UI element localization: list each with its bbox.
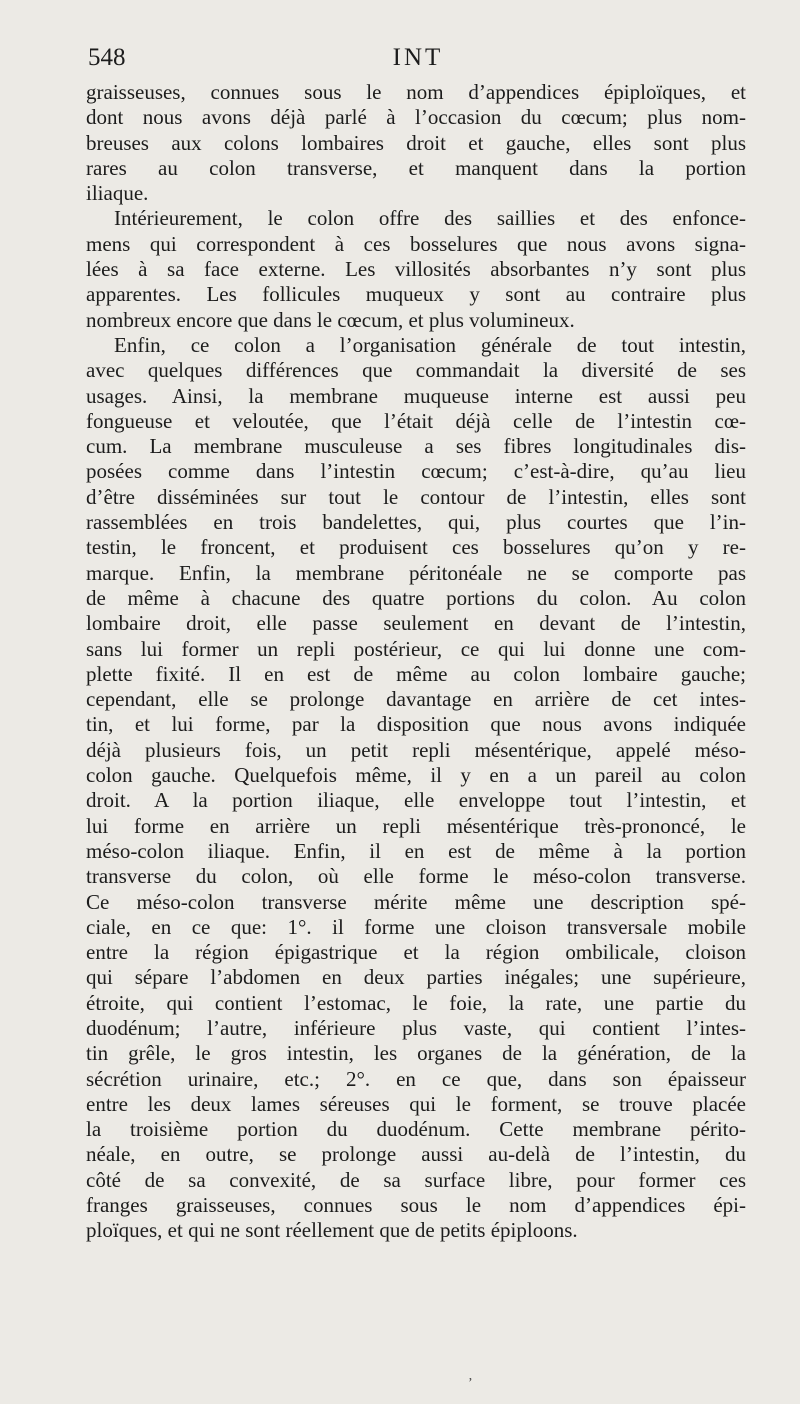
text-line: rares au colon transverse, et manquent dans la portion xyxy=(86,155,746,180)
text-line: lui forme en arrière un repli mésentérique très-prononcé, le xyxy=(86,813,746,838)
text-line: Enfin, ce colon a l’organisation générale de tout intestin, xyxy=(114,332,746,357)
text-line: cependant, elle se prolonge davantage en arrière de cet intes- xyxy=(86,687,746,712)
text-line: rassemblées en trois bandelettes, qui, plus courtes que l’in- xyxy=(86,510,746,535)
text-line: lées à sa face externe. Les villosités absorbantes n’y sont plus xyxy=(86,257,746,282)
text-line: droit. A la portion iliaque, elle enveloppe tout l’intestin, et xyxy=(86,788,746,813)
text-line: usages. Ainsi, la membrane muqueuse interne est aussi peu xyxy=(86,383,746,408)
text-line: nombreux encore que dans le cœcum, et plus volumineux. xyxy=(86,307,575,332)
text-line: apparentes. Les follicules muqueux y sont au contraire plus xyxy=(86,282,746,307)
page-header xyxy=(88,44,748,78)
text-line: breuses aux colons lombaires droit et gauche, elles sont plus xyxy=(86,130,746,155)
text-line: la troisième portion du duodénum. Cette membrane périto- xyxy=(86,1117,746,1142)
text-line: sécrétion urinaire, etc.; 2°. en ce que, dans son épaisseur xyxy=(86,1066,746,1091)
text-line: lombaire droit, elle passe seulement en devant de l’intestin, xyxy=(86,611,746,636)
text-line: sans lui former un repli postérieur, ce qui lui donne une com- xyxy=(86,636,746,661)
text-line: méso-colon iliaque. Enfin, il en est de même à la portion xyxy=(86,838,746,863)
text-line: avec quelques différences que commandait la diversité de ses xyxy=(86,358,746,383)
text-line: ciale, en ce que: 1°. il forme une cloison transversale mobile xyxy=(86,914,746,939)
text-line: iliaque. xyxy=(86,181,149,206)
running-head: INT xyxy=(392,44,444,71)
text-line: Ce méso-colon transverse mérite même une description spé- xyxy=(86,889,746,914)
text-line: marque. Enfin, la membrane péritonéale ne se comporte pas xyxy=(86,560,746,585)
text-line: colon gauche. Quelquefois même, il y en a un pareil au colon xyxy=(86,763,746,788)
text-line: dont nous avons déjà parlé à l’occasion du cœcum; plus nom- xyxy=(86,105,746,130)
text-line: mens qui correspondent à ces bosselures que nous avons signa- xyxy=(86,231,746,256)
text-line: testin, le froncent, et produisent ces bosselures qu’on y re- xyxy=(86,535,746,560)
text-line: graisseuses, connues sous le nom d’appendices épiploïques, et xyxy=(86,80,746,104)
text-line: transverse du colon, où elle forme le méso-colon transverse. xyxy=(86,864,746,889)
text-line: tin grêle, le gros intestin, les organes de la génération, de la xyxy=(86,1041,746,1066)
text-line: plette fixité. Il en est de même au colon lombaire gauche; xyxy=(86,661,746,686)
text-line: déjà plusieurs fois, un petit repli mésentérique, appelé méso- xyxy=(86,737,746,762)
text-line: cum. La membrane musculeuse a ses fibres longitudinales dis- xyxy=(86,434,746,459)
text-line: tin, et lui forme, par la disposition que nous avons indiquée xyxy=(86,712,746,737)
text-line: franges graisseuses, connues sous le nom d’appendices épi- xyxy=(86,1193,746,1218)
text-line: duodénum; l’autre, inférieure plus vaste, qui contient l’intes- xyxy=(86,1015,746,1040)
text-line: posées comme dans l’intestin cœcum; c’est-à-dire, qu’au lieu xyxy=(86,459,746,484)
body-text xyxy=(86,80,746,1244)
text-line: d’être disséminées sur tout le contour de l’intestin, elles sont xyxy=(86,484,746,509)
text-line: entre les deux lames séreuses qui le forment, se trouve placée xyxy=(86,1091,746,1116)
text-line: fongueuse et veloutée, que l’était déjà celle de l’intestin cœ- xyxy=(86,408,746,433)
text-line: côté de sa convexité, de sa surface libre, pour former ces xyxy=(86,1167,746,1192)
page-number: 548 xyxy=(88,44,126,71)
text-line: de même à chacune des quatre portions du colon. Au colon xyxy=(86,585,746,610)
text-line: étroite, qui contient l’estomac, le foie, la rate, une partie du xyxy=(86,990,746,1015)
text-line: qui sépare l’abdomen en deux parties inégales; une supérieure, xyxy=(86,965,746,990)
text-line: néale, en outre, se prolonge aussi au-delà de l’intestin, du xyxy=(86,1142,746,1167)
text-line: entre la région épigastrique et la région ombilicale, cloison xyxy=(86,940,746,965)
text-line: ploïques, et qui ne sont réellement que de petits épiploons. xyxy=(86,1218,578,1243)
text-line: Intérieurement, le colon offre des saillies et des enfonce- xyxy=(114,206,746,231)
footer-mark: ’ xyxy=(468,1376,473,1391)
